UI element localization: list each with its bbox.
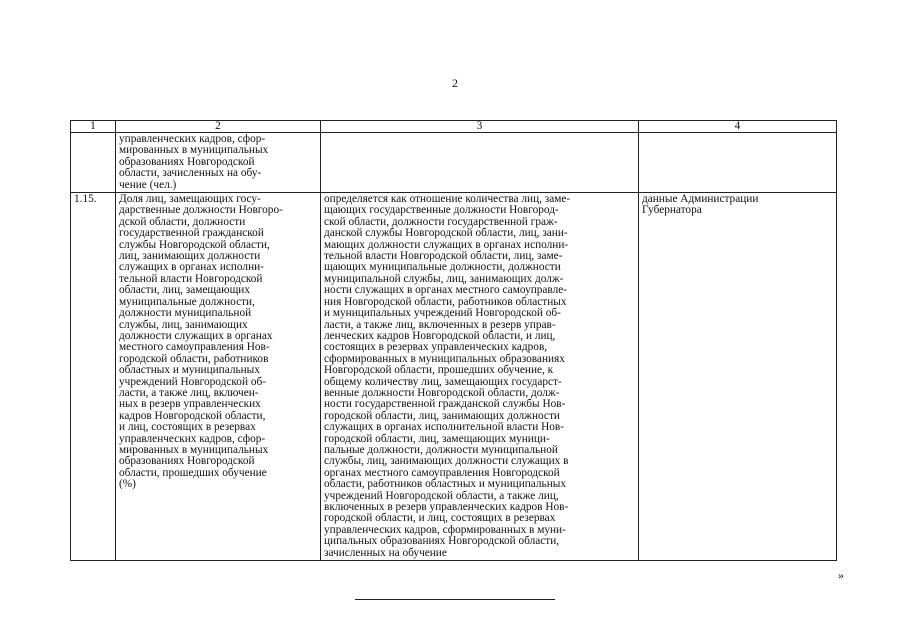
header-cell: 3 [321,121,639,133]
page-number: 2 [452,76,458,90]
row-number-cell: 1.15. [71,193,116,561]
header-cell: 4 [639,121,837,133]
header-cell: 1 [71,121,116,133]
table-row [71,193,837,561]
indicator-cell: управленческих кадров, сфор- мированных в муниципальных образованиях Новгородской области, зачисленных на обу- чение (чел.) [116,133,321,193]
footer-rule [355,599,555,600]
row-number-cell [71,133,116,193]
source-cell [639,133,837,193]
indicator-table [70,120,837,561]
indicator-cell: Доля лиц, замещающих госу- дарственные должности Новгоро- дской области, должности государственной гражданской службы Новгородской области, лиц, занимающих должности служащих в органах исполни- тельной власти Новгородской области, лиц, замещающих муниципальные должности, должности муниципальной службы, лиц, занимающих должности служащих в органах местного самоуправления Нов- городской области, работников областных и муниципальных учреждений Новгородской об- ласти, а также лиц, включен- ных в резерв управленческих кадров Новгородской области, и лиц, состоящих в резервах управленческих кадров, сфор- мированных в муниципальных образованиях Новгородской области, прошедших обучение (%) [116,193,321,561]
table-row [71,133,837,193]
method-cell [321,133,639,193]
source-cell: данные Администрации Губернатора [639,193,837,561]
header-cell: 2 [116,121,321,133]
table-header-row [71,121,837,133]
method-cell: определяется как отношение количества лиц, заме- щающих государственные должности Новгород- ской области, должности государственной граж- данской службы Новгородской области, лиц, зани- мающих должности служащих в органах исполни- тельной власти Новгородской области, лиц, заме- щающих муниципальные должности, должности муниципальной службы, лиц, занимающих долж- ности служащих в органах местного самоуправле- ния Новгородской области, работников областных и муниципальных учреждений Новгородской об- ласти, а также лиц, включенных в резерв управ- ленческих кадров Новгородской области, и лиц, состоящих в резервах управленческих кадров, сформированных в муниципальных образованиях Новгородской области, прошедших обучение, к общему количеству лиц, замещающих государст- венные должности Новгородской области, долж- ности государственной гражданской службы Нов- городской области, лиц, занимающих должности служащих в органах исполнительной власти Нов- городской области, лиц, замещающих муници- пальные должности, должности муниципальной службы, лиц, занимающих должности служащих в органах местного самоуправления Новгородской области, работников областных и муниципальных учреждений Новгородской области, а также лиц, включенных в резерв управленческих кадров Нов- городской области, и лиц, состоящих в резервах управленческих кадров, сформированных в муни- ципальных образованиях Новгородской области, зачисленных на обучение [321,193,639,561]
closing-quote: » [838,568,844,582]
